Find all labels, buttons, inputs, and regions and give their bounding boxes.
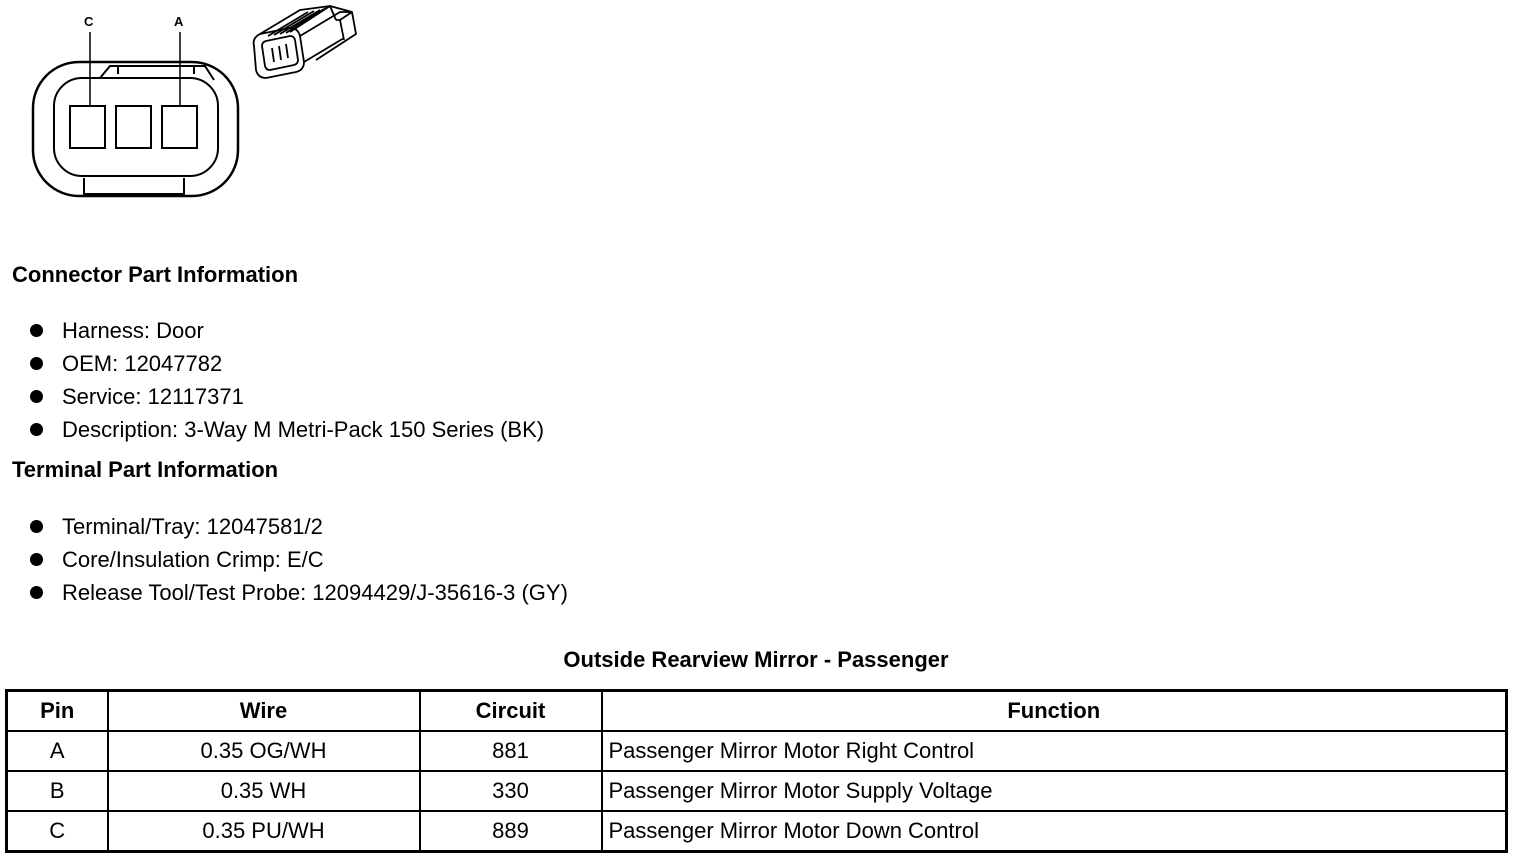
cell-pin: A	[7, 731, 108, 771]
column-header-function: Function	[602, 691, 1507, 732]
cell-circuit: 330	[420, 771, 602, 811]
pinout-table	[5, 689, 1508, 853]
column-header-pin: Pin	[7, 691, 108, 732]
cell-pin: B	[7, 771, 108, 811]
terminal-part-information-heading: Terminal Part Information	[12, 457, 279, 482]
column-header-circuit: Circuit	[420, 691, 602, 732]
pinout-table-title: Outside Rearview Mirror - Passenger	[563, 647, 949, 672]
list-item: Description: 3-Way M Metri-Pack 150 Series (BK)	[28, 413, 544, 446]
connector-face-diagram	[0, 0, 250, 210]
cell-function: Passenger Mirror Motor Right Control	[602, 731, 1507, 771]
cell-pin: C	[7, 811, 108, 852]
list-item: Core/Insulation Crimp: E/C	[28, 543, 568, 576]
bullet-icon	[30, 390, 43, 403]
table-row	[7, 811, 1507, 852]
bullet-icon	[30, 357, 43, 370]
cell-wire: 0.35 OG/WH	[108, 731, 420, 771]
connector-isometric-diagram	[244, 0, 364, 90]
cell-function: Passenger Mirror Motor Supply Voltage	[602, 771, 1507, 811]
pin-label-c: C	[84, 14, 94, 29]
list-item: Harness: Door	[28, 314, 544, 347]
terminal-info-list	[28, 510, 568, 609]
table-row	[7, 771, 1507, 811]
bullet-icon	[30, 586, 43, 599]
bullet-icon	[30, 324, 43, 337]
bullet-icon	[30, 423, 43, 436]
cell-function: Passenger Mirror Motor Down Control	[602, 811, 1507, 852]
cell-circuit: 889	[420, 811, 602, 852]
list-item: Service: 12117371	[28, 380, 544, 413]
bullet-icon	[30, 553, 43, 566]
cell-circuit: 881	[420, 731, 602, 771]
pin-label-a: A	[174, 14, 184, 29]
cell-wire: 0.35 WH	[108, 771, 420, 811]
connector-part-information-heading: Connector Part Information	[12, 262, 299, 287]
cell-wire: 0.35 PU/WH	[108, 811, 420, 852]
connector-info-list	[28, 314, 544, 446]
bullet-icon	[30, 520, 43, 533]
table-header-row	[7, 691, 1507, 732]
list-item: Terminal/Tray: 12047581/2	[28, 510, 568, 543]
table-row	[7, 731, 1507, 771]
list-item: Release Tool/Test Probe: 12094429/J-35616-3 (GY)	[28, 576, 568, 609]
column-header-wire: Wire	[108, 691, 420, 732]
list-item: OEM: 12047782	[28, 347, 544, 380]
